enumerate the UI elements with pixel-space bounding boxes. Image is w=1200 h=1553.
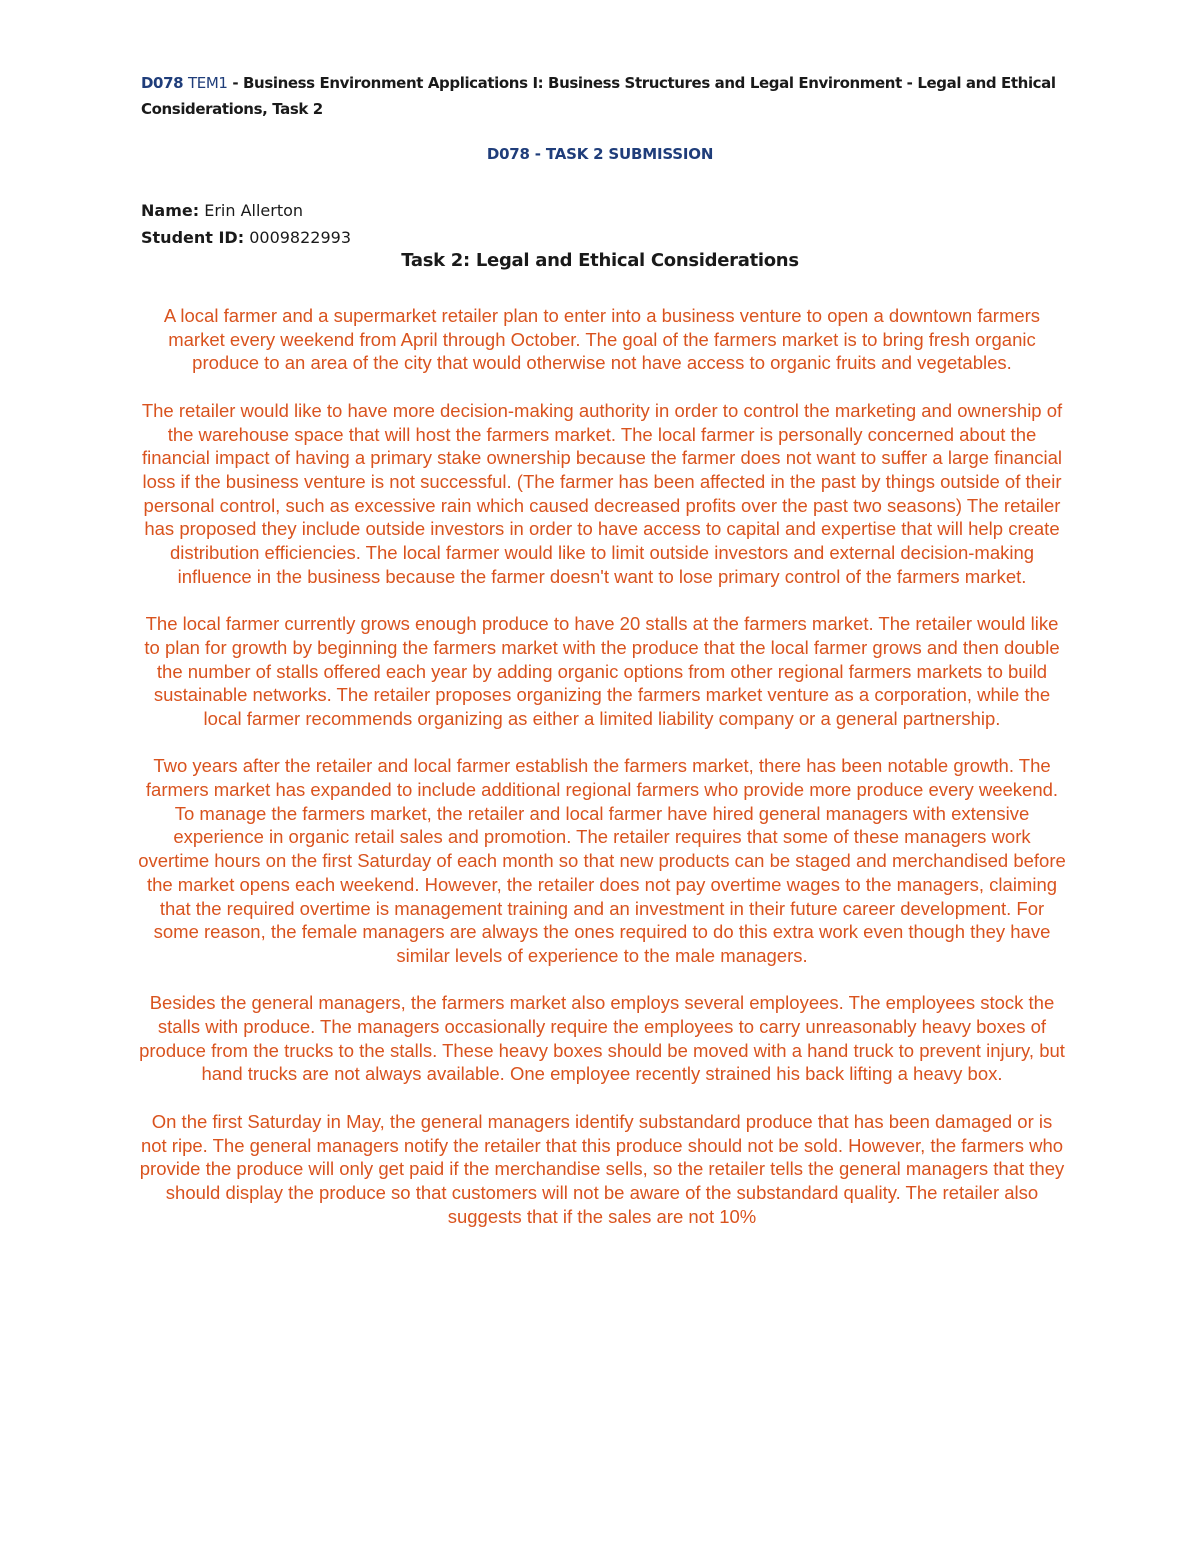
name-label: Name:: [141, 201, 200, 220]
student-id-value: 0009822993: [249, 228, 351, 247]
document-header: [141, 70, 1061, 122]
tem-code: TEM1: [188, 74, 228, 92]
paragraph: Two years after the retailer and local farmer establish the farmers market, there has been notable growth. The farmers market has expanded to include additional regional farmers who provide more produce every weekend. To manage the farmers market, the retailer and local farmer have hired general managers with extensive experience in organic retail sales and promotion. The retailer requires that some of these managers work overtime hours on the first Saturday of each month so that new products can be staged and merchandised before the market opens each weekend. However, the retailer does not pay overtime wages to the managers, claiming that the required overtime is management training and an investment in their future career development. For some reason, the female managers are always the ones required to do this extra work even though they have similar levels of experience to the male managers.: [138, 755, 1066, 966]
student-id-label: Student ID:: [141, 228, 245, 247]
paragraph: Besides the general managers, the farmers market also employs several employees. The employees stock the stalls with produce. The managers occasionally require the employees to carry unreasonably heavy boxes of produce from the trucks to the stalls. These heavy boxes should be moved with a hand truck to prevent injury, but hand trucks are not always available. One employee recently strained his back lifting a heavy box.: [139, 992, 1065, 1085]
student-info: [141, 197, 351, 251]
scenario-text: [138, 304, 1066, 1252]
paragraph: The local farmer currently grows enough produce to have 20 stalls at the farmers market. The retailer would like to plan for growth by beginning the farmers market with the produce that the local farmer grows and then double the number of stalls offered each year by adding organic options from other regional farmers markets to build sustainable networks. The retailer proposes organizing the farmers market venture as a corporation, while the local farmer recommends organizing as either a limited liability company or a general partnership.: [144, 613, 1060, 729]
paragraph: A local farmer and a supermarket retailer plan to enter into a business venture to open a downtown farmers market every weekend from April through October. The goal of the farmers market is to bring fresh organic produce to an area of the city that would otherwise not have access to organic fruits and vegetables.: [163, 305, 1041, 374]
student-name-row: [141, 197, 351, 224]
paragraph: The retailer would like to have more decision-making authority in order to control the marketing and ownership of the warehouse space that will host the farmers market. The local farmer is personally concerned about the financial impact of having a primary stake ownership because the farmer does not want to suffer a large financial loss if the business venture is not successful. (The farmer has been affected in the past by things outside of their personal control, such as excessive rain which caused decreased profits over the past two seasons) The retailer has proposed they include outside investors in order to have access to capital and expertise that will help create distribution efficiencies. The local farmer would like to limit outside investors and external decision-making influence in the business because the farmer doesn't want to lose primary control of the farmers market.: [141, 399, 1063, 587]
course-code: D078: [141, 74, 184, 92]
student-id-row: [141, 224, 351, 251]
task-title: Task 2: Legal and Ethical Considerations: [401, 250, 799, 271]
paragraph: On the first Saturday in May, the general managers identify substandard produce that has been damaged or is not ripe. The general managers notify the retailer that this produce should not be sold. However, the farmers who provide the produce will only get paid if the merchandise sells, so the retailer tells the general managers that they should display the produce so that customers will not be aware of the substandard quality. The retailer also suggests that if the sales are not 10%: [139, 1110, 1065, 1227]
submission-title: D078 - TASK 2 SUBMISSION: [486, 145, 714, 163]
header-title: - Business Environment Applications I: Business Structures and Legal Environment - Legal and Ethical Considerations, Task 2: [141, 74, 1056, 118]
name-value: Erin Allerton: [204, 201, 304, 220]
